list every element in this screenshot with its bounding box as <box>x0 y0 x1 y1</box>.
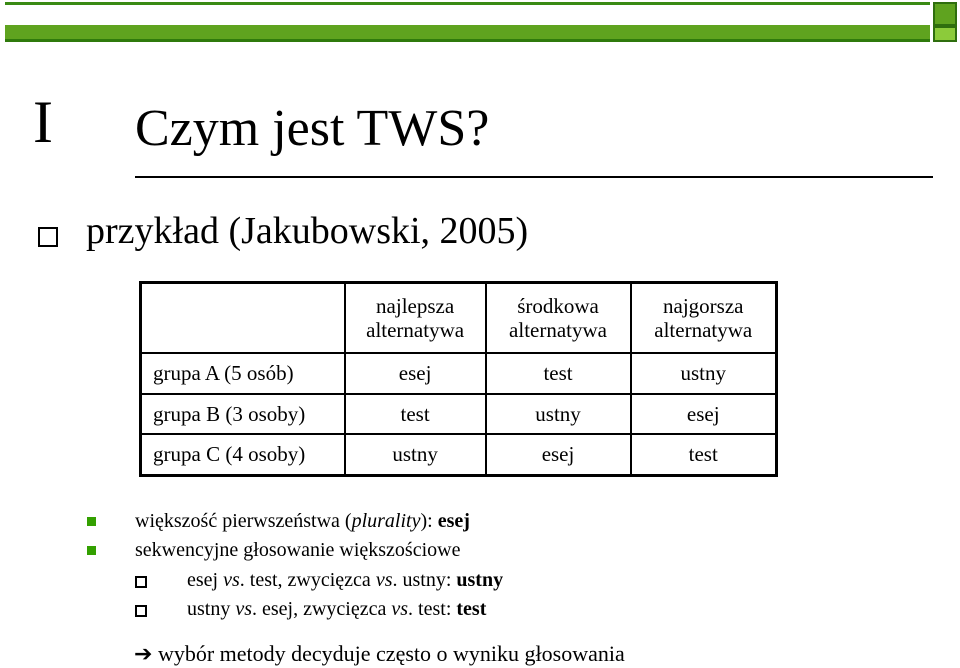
sub-bullet-1 <box>187 570 503 590</box>
table-header-row <box>141 283 777 354</box>
arrow-right-icon: ➔ <box>134 641 153 666</box>
example-subtitle: przykład (Jakubowski, 2005) <box>86 210 529 252</box>
hollow-square-bullet-icon <box>135 576 147 588</box>
green-square-bullet-icon <box>87 517 96 526</box>
bullet-plurality <box>135 511 470 531</box>
bullet-italic: vs <box>235 598 253 620</box>
conclusion-line <box>134 643 625 665</box>
corner-square-light <box>933 26 957 42</box>
table-corner-cell <box>141 283 345 354</box>
top-bar-line-bottom <box>5 39 930 42</box>
table-row <box>141 434 777 475</box>
header-line: alternatywa <box>654 318 753 342</box>
table-cell: esej <box>345 353 486 394</box>
header-worst <box>631 283 777 354</box>
bullet-sequential: sekwencyjne głosowanie większościowe <box>135 539 461 561</box>
hollow-square-bullet-icon <box>38 227 58 247</box>
bullet-text: ): <box>420 510 438 532</box>
table-cell: esej <box>486 434 631 475</box>
row-label: grupa A (5 osób) <box>141 353 345 394</box>
header-line: alternatywa <box>509 318 607 342</box>
bullet-text: . test: <box>408 598 457 620</box>
bullet-text: . ustny: <box>392 569 457 591</box>
section-numeral: I <box>33 89 53 155</box>
corner-square-dark <box>933 2 957 26</box>
header-line: alternatywa <box>366 318 465 342</box>
green-square-bullet-icon <box>87 546 96 555</box>
table-cell: ustny <box>631 353 777 394</box>
table-cell: test <box>345 394 486 435</box>
header-middle <box>486 283 631 354</box>
bullet-italic: vs <box>223 569 240 591</box>
conclusion-text: wybór metody decyduje często o wyniku głosowania <box>152 641 625 666</box>
bullet-text: . test, zwycięzca <box>239 569 376 591</box>
title-underline <box>135 176 933 178</box>
preference-table <box>139 281 778 477</box>
table-cell: esej <box>631 394 777 435</box>
table-cell: ustny <box>345 434 486 475</box>
header-line: środkowa <box>517 293 599 318</box>
table-cell: ustny <box>486 394 631 435</box>
table-row <box>141 394 777 435</box>
header-line: najlepsza <box>376 293 455 318</box>
bullet-italic: plurality <box>351 510 421 532</box>
bullet-winner: test <box>456 598 487 620</box>
bullet-text: większość pierwszeństwa ( <box>135 510 352 532</box>
bullet-text: ustny <box>187 598 236 620</box>
slide-title: Czym jest TWS? <box>135 100 490 157</box>
bullet-italic: vs <box>375 569 393 591</box>
table-cell: test <box>486 353 631 394</box>
table-cell: test <box>631 434 777 475</box>
header-line: najgorsza <box>663 293 744 318</box>
bullet-winner: esej <box>437 510 470 532</box>
bullet-text: . esej, zwycięzca <box>252 598 392 620</box>
table-row <box>141 353 777 394</box>
hollow-square-bullet-icon <box>135 605 147 617</box>
top-bar-line <box>5 2 930 5</box>
bullet-winner: ustny <box>456 569 504 591</box>
top-bar-stripe <box>5 25 930 39</box>
row-label: grupa B (3 osoby) <box>141 394 345 435</box>
top-decorative-bar <box>5 2 930 42</box>
row-label: grupa C (4 osoby) <box>141 434 345 475</box>
header-best <box>345 283 486 354</box>
sub-bullet-2 <box>187 599 486 619</box>
bullet-text: esej <box>187 569 224 591</box>
bullet-italic: vs <box>391 598 409 620</box>
